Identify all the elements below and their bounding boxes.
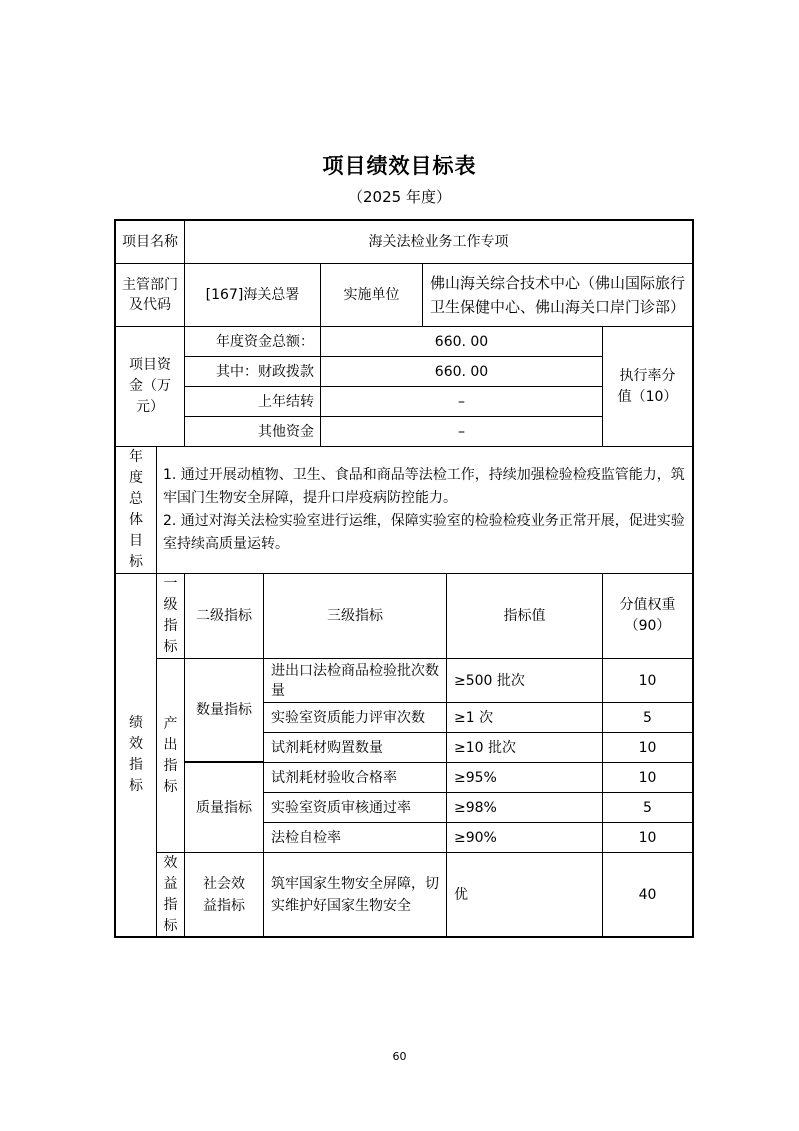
implementing-unit-value: 佛山海关综合技术中心（佛山国际旅行卫生保健中心、佛山海关口岸门诊部） (422, 263, 694, 327)
quality-indicators-label: 质量指标 (184, 762, 264, 853)
quantity-row-2-name: 实验室资质能力评审次数 (263, 702, 447, 733)
quality-row-1-value: ≥95% (446, 762, 603, 793)
goal-item-2: 2. 通过对海关法检实验室进行运维，保障实验室的检验检疫业务正常开展，促进实验室持续高质量运转。 (163, 513, 685, 552)
funds-total-label: 年度资金总额： (184, 326, 321, 357)
social-row-weight: 40 (602, 852, 694, 938)
quality-row-2-value: ≥98% (446, 792, 603, 823)
quality-row-2-weight: 5 (602, 792, 694, 823)
funds-label: 项目资金（万元） (114, 326, 185, 447)
annual-goal-label: 年度总体目标 (114, 446, 157, 574)
header-level3: 三级指标 (263, 573, 447, 659)
social-benefit-label: 社会效益指标 (184, 852, 264, 938)
annual-goal-content (156, 446, 694, 574)
goal-item-1: 1. 通过开展动植物、卫生、食品和商品等法检工作，持续加强检验检疫监管能力，筑牢国门生物安全屏障，提升口岸疫病防控能力。 (163, 467, 685, 506)
quality-row-3-name: 法检自检率 (263, 822, 447, 853)
quantity-row-2-value: ≥1 次 (446, 702, 603, 733)
page-subtitle-year: （2025 年度） (348, 188, 451, 206)
performance-indicators-label: 绩效指标 (114, 573, 157, 938)
header-weight: 分值权重（90） (602, 573, 694, 659)
quantity-row-3-weight: 10 (602, 732, 694, 763)
page-number: 60 (392, 1050, 407, 1063)
header-level1: 一级指标 (156, 573, 185, 659)
quality-row-2-name: 实验室资质审核通过率 (263, 792, 447, 823)
project-name-label: 项目名称 (114, 219, 185, 264)
quantity-row-2-weight: 5 (602, 702, 694, 733)
execution-rate-score: 执行率分值（10） (602, 326, 694, 447)
header-level2: 二级指标 (184, 573, 264, 659)
department-label: 主管部门及代码 (114, 263, 185, 327)
project-name-value: 海关法检业务工作专项 (184, 219, 694, 264)
benefit-indicators-label: 效益指标 (156, 852, 185, 938)
funds-other-label: 其他资金 (184, 416, 321, 447)
quantity-row-1-name: 进出口法检商品检验批次数量 (263, 658, 447, 703)
quantity-row-1-value: ≥500 批次 (446, 658, 603, 703)
quantity-row-3-value: ≥10 批次 (446, 732, 603, 763)
quantity-indicators-label: 数量指标 (184, 658, 264, 762)
social-row-name: 筑牢国家生物安全屏障，切实维护好国家生物安全 (263, 852, 447, 938)
funds-carryover-value: – (320, 386, 603, 417)
page-title: 项目绩效目标表 (322, 154, 477, 178)
funds-total-value: 660. 00 (320, 326, 603, 357)
department-value: [167]海关总署 (184, 263, 321, 327)
output-indicators-label: 产出指标 (156, 658, 185, 853)
funds-fiscal-label: 其中：财政拨款 (184, 356, 321, 387)
social-row-value: 优 (446, 852, 603, 938)
funds-other-value: – (320, 416, 603, 447)
header-indicator-value: 指标值 (446, 573, 603, 659)
quality-row-3-value: ≥90% (446, 822, 603, 853)
funds-carryover-label: 上年结转 (184, 386, 321, 417)
quantity-row-3-name: 试剂耗材购置数量 (263, 732, 447, 763)
funds-fiscal-value: 660. 00 (320, 356, 603, 387)
quality-row-3-weight: 10 (602, 822, 694, 853)
quality-row-1-weight: 10 (602, 762, 694, 793)
quantity-row-1-weight: 10 (602, 658, 694, 703)
quality-row-1-name: 试剂耗材验收合格率 (263, 762, 447, 793)
implementing-unit-label: 实施单位 (320, 263, 423, 327)
